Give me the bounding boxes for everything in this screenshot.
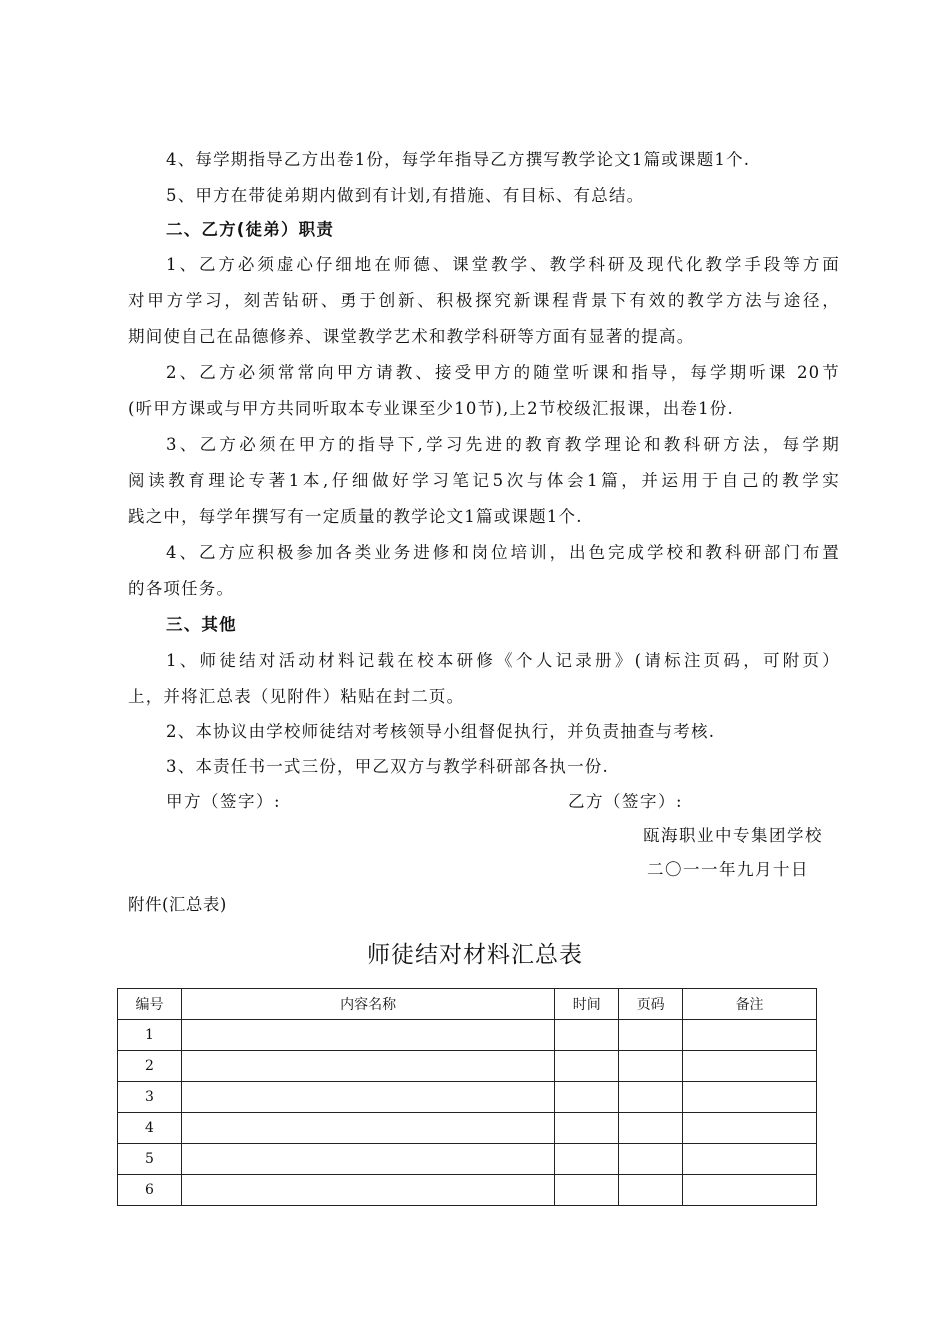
row-number: 2	[118, 1051, 182, 1082]
other-item-2: 2、本协议由学校师徒结对考核领导小组督促执行，并负责抽查与考核.	[166, 722, 716, 741]
school-name: 瓯海职业中专集团学校	[643, 826, 823, 845]
table-row	[118, 1082, 817, 1113]
apprentice-item-1-line-1: 1、乙方必须虚心仔细地在师德、课堂教学、教学科研及现代化教学手段等方面	[166, 255, 840, 274]
row-number: 1	[118, 1020, 182, 1051]
row-number: 3	[118, 1082, 182, 1113]
mentor-item-5: 5、甲方在带徒弟期内做到有计划,有措施、有目标、有总结。	[166, 186, 645, 205]
table-header-row	[118, 989, 817, 1020]
remarks-cell[interactable]	[683, 1082, 817, 1113]
page-cell[interactable]	[619, 1051, 683, 1082]
page-cell[interactable]	[619, 1082, 683, 1113]
time-cell[interactable]	[555, 1051, 619, 1082]
section-heading-other: 三、其他	[166, 615, 237, 634]
content-cell[interactable]	[181, 1113, 554, 1144]
apprentice-item-3-line-3: 践之中，每学年撰写有一定质量的教学论文1篇或课题1个.	[128, 507, 583, 526]
table-row	[118, 1051, 817, 1082]
row-number: 5	[118, 1144, 182, 1175]
time-cell[interactable]	[555, 1113, 619, 1144]
header-page: 页码	[619, 989, 683, 1020]
other-item-3: 3、本责任书一式三份，甲乙双方与教学科研部各执一份.	[166, 757, 609, 776]
signing-date: 二〇一一年九月十日	[647, 860, 809, 879]
content-cell[interactable]	[181, 1051, 554, 1082]
party-b-signature: 乙方（签字）:	[568, 792, 684, 811]
summary-table-title: 师徒结对材料汇总表	[367, 942, 583, 968]
time-cell[interactable]	[555, 1175, 619, 1206]
table-row	[118, 1144, 817, 1175]
remarks-cell[interactable]	[683, 1020, 817, 1051]
attachment-label: 附件(汇总表)	[128, 895, 227, 914]
apprentice-item-4-line-2: 的各项任务。	[128, 579, 235, 598]
apprentice-item-2-line-1: 2、乙方必须常常向甲方请教、接受甲方的随堂听课和指导，每学期听课 20节	[166, 363, 840, 382]
apprentice-item-1-line-2: 对甲方学习，刻苦钻研、勇于创新、积极探究新课程背景下有效的教学方法与途径，	[128, 291, 840, 310]
remarks-cell[interactable]	[683, 1051, 817, 1082]
apprentice-item-3-line-2: 阅读教育理论专著1本,仔细做好学习笔记5次与体会1篇，并运用于自己的教学实	[128, 471, 840, 490]
content-cell[interactable]	[181, 1175, 554, 1206]
other-item-1-line-1: 1、师徒结对活动材料记载在校本研修《个人记录册》(请标注页码，可附页）	[166, 651, 840, 670]
other-item-1-line-2: 上，并将汇总表（见附件）粘贴在封二页。	[128, 687, 465, 706]
summary-table	[117, 988, 817, 1206]
header-content-name: 内容名称	[181, 989, 554, 1020]
page-cell[interactable]	[619, 1113, 683, 1144]
time-cell[interactable]	[555, 1020, 619, 1051]
time-cell[interactable]	[555, 1082, 619, 1113]
apprentice-item-2-line-2: (听甲方课或与甲方共同听取本专业课至少10节),上2节校级汇报课，出卷1份.	[128, 399, 734, 418]
content-cell[interactable]	[181, 1020, 554, 1051]
header-number: 编号	[118, 989, 182, 1020]
content-cell[interactable]	[181, 1144, 554, 1175]
remarks-cell[interactable]	[683, 1144, 817, 1175]
table-row	[118, 1020, 817, 1051]
header-time: 时间	[555, 989, 619, 1020]
page-cell[interactable]	[619, 1144, 683, 1175]
mentor-item-4: 4、每学期指导乙方出卷1份，每学年指导乙方撰写教学论文1篇或课题1个.	[166, 150, 751, 169]
page-cell[interactable]	[619, 1175, 683, 1206]
table-row	[118, 1175, 817, 1206]
row-number: 4	[118, 1113, 182, 1144]
header-remarks: 备注	[683, 989, 817, 1020]
apprentice-item-4-line-1: 4、乙方应积极参加各类业务进修和岗位培训，出色完成学校和教科研部门布置	[166, 543, 840, 562]
remarks-cell[interactable]	[683, 1113, 817, 1144]
time-cell[interactable]	[555, 1144, 619, 1175]
remarks-cell[interactable]	[683, 1175, 817, 1206]
table-row	[118, 1113, 817, 1144]
party-a-signature: 甲方（签字）:	[166, 792, 282, 811]
content-cell[interactable]	[181, 1082, 554, 1113]
row-number: 6	[118, 1175, 182, 1206]
page-cell[interactable]	[619, 1020, 683, 1051]
section-heading-apprentice: 二、乙方(徒弟）职责	[166, 220, 335, 239]
apprentice-item-3-line-1: 3、乙方必须在甲方的指导下,学习先进的教育教学理论和教科研方法，每学期	[166, 435, 840, 454]
apprentice-item-1-line-3: 期间使自己在品德修养、课堂教学艺术和教学科研等方面有显著的提高。	[128, 327, 695, 346]
